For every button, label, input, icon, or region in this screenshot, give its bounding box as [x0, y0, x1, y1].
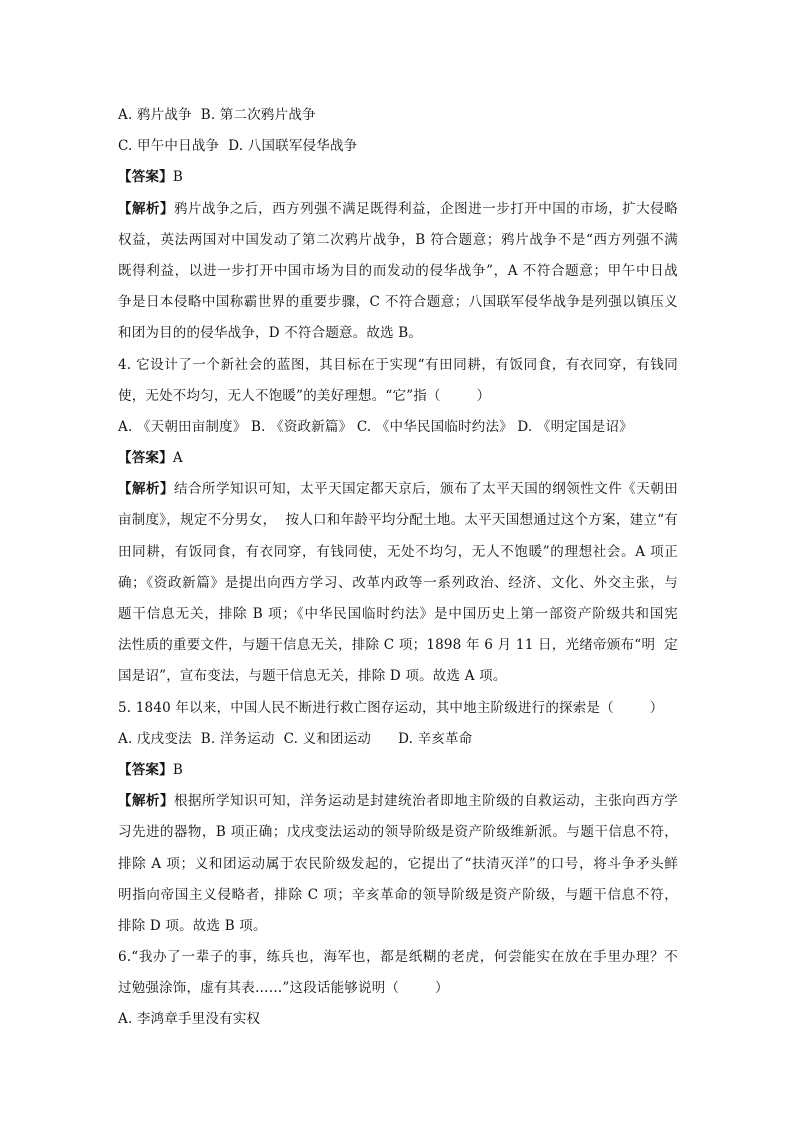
analysis-tag: 【解析】 — [118, 793, 175, 810]
q6-stem-line: 6.“我办了一辈子的事，练兵也，海军也，都是纸糊的老虎，何尝能实在放在手里办理？不 — [118, 949, 678, 966]
q3-analysis-line: 权益，英法两国对中国发动了第二次鸦片战争，B 符合题意；鸦片战争不是“西方列强不满 — [118, 231, 678, 248]
q5-options-line: A. 戊戌变法 B. 洋务运动 C. 义和团运动 D. 辛亥革命 — [118, 730, 473, 747]
q4-options-line: A. 《天朝田亩制度》 B. 《资政新篇》 C. 《中华民国临时约法》 D. 《明定国是诏》 — [118, 418, 633, 435]
q3-analysis-line: 和团为目的的侵华战争，D 不符合题意。故选 B。 — [118, 325, 423, 342]
q4-stem-line: 4. 它设计了一个新社会的蓝图，其目标在于实现“有田同耕，有饭同食，有衣同穿，有钱同 — [118, 356, 678, 373]
q3-options-line-2: C. 甲午中日战争 D. 八国联军侵华战争 — [118, 138, 358, 155]
q5-analysis-line: 排除 D 项。故选 B 项。 — [118, 917, 267, 934]
analysis-tag: 【解析】 — [118, 200, 175, 217]
q4-analysis-line: 题干信息无关，排除 B 项；《中华民国临时约法》是中国历史上第一部资产阶级共和国宪 — [118, 606, 678, 622]
analysis-text: 鸦片战争之后，西方列强不满足既得利益，企图进一步打开中国的市场，扩大侵略 — [174, 200, 678, 217]
q5-analysis-line: 排除 A 项；义和团运动属于农民阶级发起的，它提出了“扶清灭洋”的口号，将斗争矛头鲜 — [118, 855, 678, 872]
q4-stem-line: 使，无处不均匀，无人不饱暖”的美好理想。“它”指（ ） — [118, 387, 491, 404]
answer-value: B — [172, 169, 183, 186]
analysis-text: 根据所学知识可知，洋务运动是封建统治者即地主阶级的自救运动，主张向西方学 — [174, 793, 678, 810]
analysis-tag: 【解析】 — [118, 481, 175, 498]
q5-analysis-line — [118, 786, 678, 817]
answer-tag: 【答案】 — [118, 761, 173, 778]
q5-analysis-line: 习先进的器物，B 项正确；戊戌变法运动的领导阶级是资产阶级维新派。与题干信息不符， — [118, 824, 678, 841]
q6-option-a: A. 李鸿章手里没有实权 — [118, 1011, 261, 1028]
q3-analysis-line: 既得利益，以进一步打开中国市场为目的而发动的侵华战争”，A 不符合题意；甲午中日战 — [118, 262, 678, 279]
q5-stem: 5. 1840 年以来，中国人民不断进行救亡图存运动，其中地主阶级进行的探索是（ ） — [118, 699, 664, 716]
q4-analysis-line: 亩制度》，规定不分男女， 按人口和年龄平均分配土地。太平天国想通过这个方案，建立“有 — [118, 512, 678, 529]
q4-analysis-line: 法性质的重要文件，与题干信息无关，排除 C 项；1898 年 6 月 11 日，光绪帝颁布“明 定 — [118, 637, 678, 654]
q3-answer — [118, 162, 678, 193]
exam-page — [118, 100, 678, 1036]
q3-options-line-1: A. 鸦片战争 B. 第二次鸦片战争 — [118, 107, 316, 123]
q3-analysis-line: 争是日本侵略中国称霸世界的重要步骤，C 不符合题意；八国联军侵华战争是列强以镇压义 — [118, 294, 678, 311]
q3-analysis-line — [118, 194, 678, 225]
q5-analysis-line: 明指向帝国主义侵略者，排除 C 项；辛亥革命的领导阶级是资产阶级，与题干信息不符， — [118, 886, 678, 903]
q6-stem-line: 过勉强涂饰，虚有其表……”这段话能够说明（ ） — [118, 980, 449, 997]
answer-value: B — [172, 761, 183, 778]
answer-value: A — [172, 450, 183, 467]
q4-analysis-line: 田同耕，有饭同食，有衣同穿，有钱同使，无处不均匀，无人不饱暖”的理想社会。A 项正 — [118, 543, 678, 560]
q4-analysis-line — [118, 474, 678, 505]
answer-tag: 【答案】 — [118, 169, 173, 186]
q4-analysis-line: 确；《资政新篇》是提出向西方学习、改革内政等一系列政治、经济、文化、外交主张，与 — [118, 574, 678, 591]
analysis-text: 结合所学知识可知，太平天国定都天京后，颁布了太平天国的纲领性文件《天朝田 — [174, 481, 678, 498]
q5-answer — [118, 755, 678, 786]
q4-analysis-line: 国是诏”，宣布变法，与题干信息无关，排除 D 项。故选 A 项。 — [118, 668, 507, 685]
q4-answer — [118, 443, 678, 474]
answer-tag: 【答案】 — [118, 450, 173, 467]
